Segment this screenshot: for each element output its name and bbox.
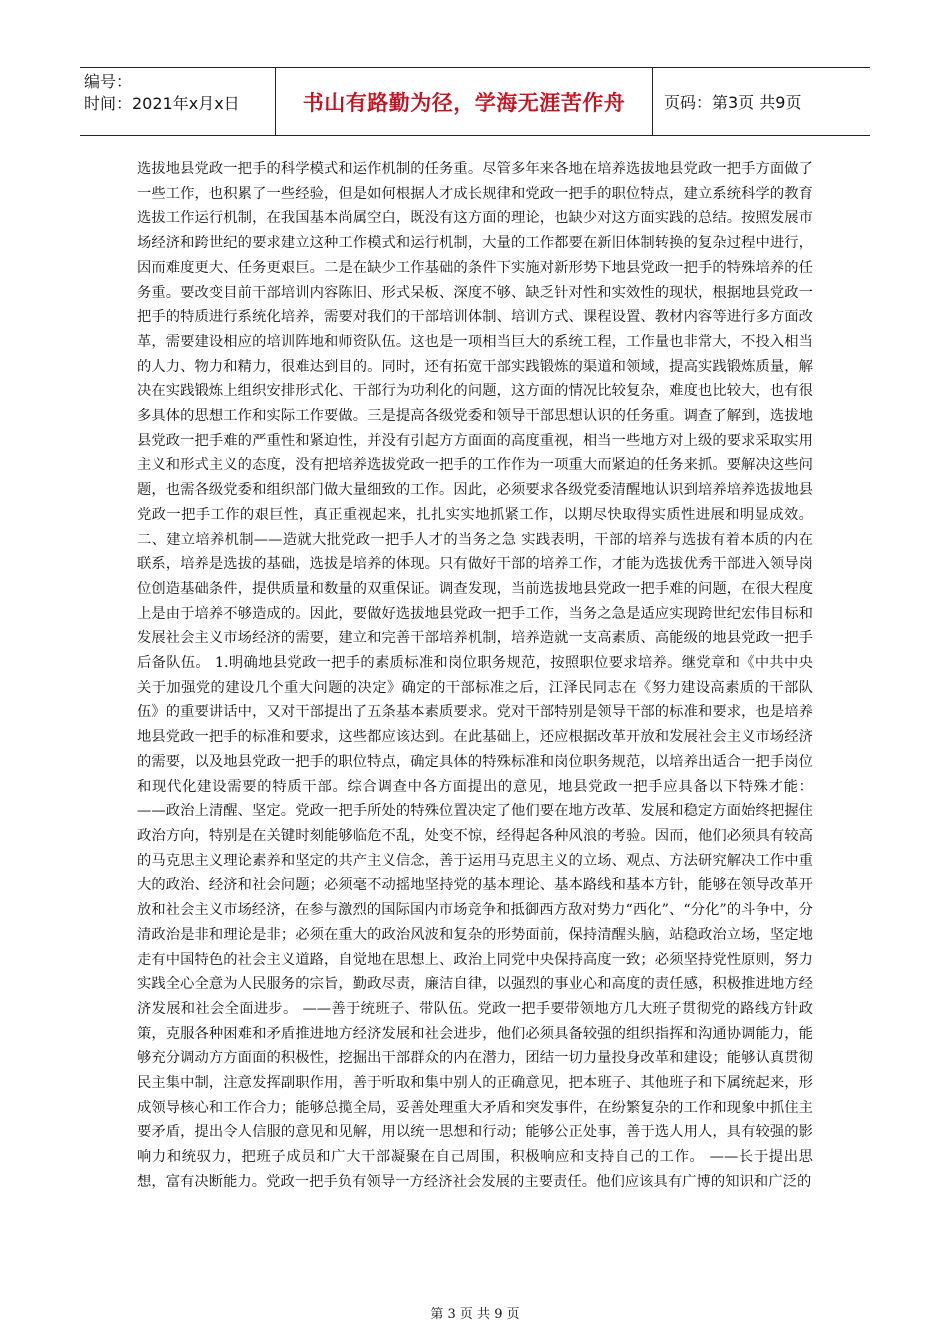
header-divider-right [652, 67, 653, 136]
page-footer: 第 3 页 共 9 页 [430, 1307, 520, 1322]
page-header [80, 67, 870, 136]
document-body [137, 157, 813, 1212]
body-paragraph: 选拔地县党政一把手的科学模式和运作机制的任务重。尽管多年来各地在培养选拔地县党政一把手方面做了一些工作，也积累了一些经验，但是如何根据人才成长规律和党政一把手的职位特点，建立系统科学的教育选拔工作运行机制，在我国基本尚属空白，既没有这方面的理论，也缺少对这方面实践的总结。按照发展市场经济和跨世纪的要求建立这种工作模式和运行机制，大量的工作都要在新旧体制转换的复杂过程中进行，因而难度更大、任务更艰巨。二是在缺少工作基础的条件下实施对新形势下地县党政一把手的特殊培养的任务重。要改变目前干部培训内容陈旧、形式呆板、深度不够、缺乏针对性和实效性的现状，根据地县党政一把手的特质进行系统化培养，需要对我们的干部培训体制、培训方式、课程设置、教材内容等进行多方面改革，需要建设相应的培训阵地和师资队伍。这也是一项相当巨大的系统工程，工作量也非常大，不投入相当的人力、物力和精力，很难达到目的。同时，还有拓宽干部实践锻炼的渠道和领域，提高实践锻炼质量，解决在实践锻炼上组织安排形式化、干部行为功利化的问题，这方面的情况比较复杂，难度也比较大，也有很多具体的思想工作和实际工作要做。三是提高各级党委和领导干部思想认识的任务重。调查了解到，选拔地县党政一把手难的严重性和紧迫性，并没有引起方方面面的高度重视，相当一些地方对上级的要求采取实用主义和形式主义的态度，没有把培养选拔党政一把手的工作作为一项重大而紧迫的任务来抓。要解决这些问题，也需各级党委和组织部门做大量细致的工作。因此，必须要求各级党委清醒地认识到培养培养选拔地县党政一把手工作的艰巨性，真正重视起来，扎扎实实地抓紧工作，以期尽快取得实质性进展和明显成效。二、建立培养机制——造就大批党政一把手人才的当务之急 实践表明，干部的培养与选拔有着本质的内在联系，培养是选拔的基础，选拔是培养的体现。只有做好干部的培养工作，才能为选拔优秀干部进入领导岗位创造基础条件，提供质量和数量的双重保证。调查发现，当前选拔地县党政一把手难的问题，在很大程度上是由于培养不够造成的。因此，要做好选拔地县党政一把手工作，当务之急是适应实现跨世纪宏伟目标和发展社会主义市场经济的需要，建立和完善干部培养机制，培养造就一支高素质、高能级的地县党政一把手后备队伍。 1.明确地县党政一把手的素质标准和岗位职务规范，按照职位要求培养。继党章和《中共中央关于加强党的建设几个重大问题的决定》确定的干部标准之后，江泽民同志在《努力建设高素质的干部队伍》的重要讲话中，又对干部提出了五条基本素质要求。党对干部特别是领导干部的标准和要求，也是培养地县党政一把手的标准和要求，这些都应该达到。在此基础上，还应根据改革开放和发展社会主义市场经济的需要，以及地县党政一把手的职位特点，确定具体的特殊标准和岗位职务规范，以培养出适合一把手岗位和现代化建设需要的特质干部。综合调查中各方面提出的意见，地县党政一把手应具备以下特殊才能： ——政治上清醒、坚定。党政一把手所处的特殊位置决定了他们要在地方改革、发展和稳定方面始终把握住政治方向，特别是在关键时刻能够临危不乱，处变不惊，经得起各种风浪的考验。因而，他们必须具有较高的马克思主义理论素养和坚定的共产主义信念，善于运用马克思主义的立场、观点、方法研究解决工作中重大的政治、经济和社会问题；必须毫不动摇地坚持党的基本理论、基本路线和基本方针，能够在领导改革开放和社会主义市场经济，在参与激烈的国际国内市场竞争和抵御西方敌对势力“西化”、“分化”的斗争中，分清政治是非和理论是非；必须在重大的政治风波和复杂的形势面前，保持清醒头脑，站稳政治立场，坚定地走有中国特色的社会主义道路，自觉地在思想上、政治上同党中央保持高度一致；必须坚持党性原则，努力实践全心全意为人民服务的宗旨，勤政尽责，廉洁自律，以强烈的事业心和高度的责任感，积极推进地方经济发展和社会全面进步。 ——善于统班子、带队伍。党政一把手要带领地方几大班子贯彻党的路线方针政策，克服各种困难和矛盾推进地方经济发展和社会进步，他们必须具备较强的组织指挥和沟通协调能力，能够充分调动方方面面的积极性，挖掘出干部群众的内在潜力，团结一切力量投身改革和建设；能够认真贯彻民主集中制，注意发挥副职作用，善于听取和集中别人的正确意见，把本班子、其他班子和下属统起来，形成领导核心和工作合力；能够总揽全局，妥善处理重大矛盾和突发事件，在纷繁复杂的工作和现象中抓住主要矛盾，提出令人信服的意见和见解，用以统一思想和行动；能够公正处事，善于选人用人，具有较强的影响力和统驭力，把班子成员和广大干部凝聚在自己周围，积极响应和支持自己的工作。 ——长于提出思想，富有决断能力。党政一把手负有领导一方经济社会发展的主要责任。他们应该具有广博的知识和广泛的 [137, 161, 813, 1190]
header-motto: 书山有路勤为径，学海无涯苦作舟 [302, 90, 626, 115]
document-time-label: 时间：2021年x月x日 [84, 94, 240, 113]
document-number-label: 编号： [84, 72, 133, 91]
header-meta [84, 71, 272, 115]
header-page-label: 页码：第3页 共9页 [664, 93, 802, 112]
